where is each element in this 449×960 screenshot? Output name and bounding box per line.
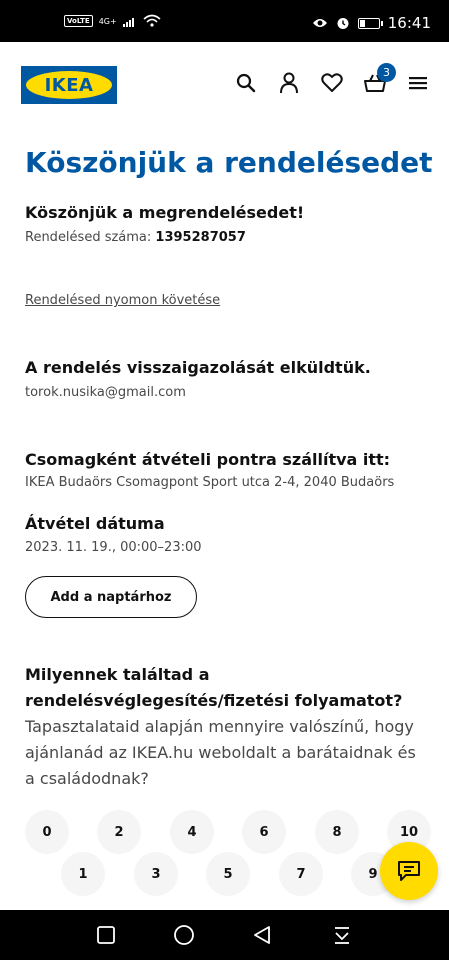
circle-icon	[173, 924, 195, 946]
volte-badge: VoLTE	[64, 15, 93, 27]
pickup-heading: Átvétel dátuma	[25, 514, 165, 533]
square-icon	[97, 926, 115, 944]
delivery-address: IKEA Budaörs Csomagpont Sport utca 2-4, 2040 Budaörs	[25, 475, 395, 490]
basket-icon[interactable]	[364, 66, 390, 94]
survey-desc-line2: ajánlanád az IKEA.hu weboldalt a barátaidnak és	[25, 743, 416, 762]
rating-button-9[interactable]: 9	[351, 852, 395, 896]
rating-button-4[interactable]: 4	[170, 810, 214, 854]
status-bar	[0, 0, 449, 42]
status-right	[312, 14, 431, 32]
survey-question-line1: Milyennek találtad a	[25, 665, 210, 684]
rating-button-7[interactable]: 7	[279, 852, 323, 896]
survey-description	[25, 714, 425, 792]
pickup-date: 2023. 11. 19., 00:00–23:00	[25, 540, 202, 555]
search-icon[interactable]	[235, 72, 257, 94]
add-to-calendar-button[interactable]: Add a naptárhoz	[25, 576, 197, 618]
status-time: 16:41	[387, 14, 431, 32]
nps-rating	[25, 810, 435, 900]
battery-icon	[358, 18, 380, 29]
notification-pull-button[interactable]	[330, 923, 354, 947]
alarm-icon	[336, 16, 350, 30]
rating-button-10[interactable]: 10	[387, 810, 431, 854]
order-number-label: Rendelésed száma:	[25, 230, 152, 245]
order-number: 1395287057	[155, 230, 246, 245]
survey-question-line2: rendelésvéglegesítés/fizetési folyamatot?	[25, 691, 403, 710]
survey-desc-line3: a családodnak?	[25, 769, 149, 788]
signal-icon	[123, 16, 137, 27]
site-header	[0, 42, 449, 128]
triangle-back-icon	[252, 925, 272, 945]
survey-question	[25, 662, 425, 714]
rating-button-2[interactable]: 2	[97, 810, 141, 854]
logo-oval	[26, 71, 112, 99]
header-actions	[235, 66, 429, 94]
heart-icon[interactable]	[321, 72, 343, 94]
rating-button-6[interactable]: 6	[242, 810, 286, 854]
logo-text: IKEA	[44, 74, 94, 96]
order-number-line	[25, 230, 246, 245]
home-button[interactable]	[172, 923, 196, 947]
menu-icon[interactable]	[407, 72, 429, 94]
network-type: 4G+	[98, 16, 117, 26]
back-button[interactable]	[250, 923, 274, 947]
survey-desc-line1: Tapasztalataid alapján mennyire valószínű, hogy	[25, 717, 414, 736]
rating-button-0[interactable]: 0	[25, 810, 69, 854]
rating-button-5[interactable]: 5	[206, 852, 250, 896]
pull-down-icon	[332, 925, 352, 945]
thanks-heading: Köszönjük a megrendelésedet!	[25, 203, 305, 222]
email-heading: A rendelés visszaigazolását elküldtük.	[25, 358, 371, 377]
eye-icon	[312, 17, 328, 29]
rating-button-3[interactable]: 3	[134, 852, 178, 896]
email-address: torok.nusika@gmail.com	[25, 385, 186, 400]
rating-button-8[interactable]: 8	[315, 810, 359, 854]
delivery-heading: Csomagként átvételi pontra szállítva itt:	[25, 450, 391, 469]
wifi-icon	[143, 14, 161, 28]
cart-count-badge: 3	[377, 63, 396, 82]
system-nav-bar	[0, 910, 449, 960]
chat-icon	[397, 860, 421, 882]
status-left	[64, 14, 161, 28]
ikea-logo[interactable]	[21, 66, 117, 104]
track-order-link[interactable]: Rendelésed nyomon követése	[25, 293, 221, 308]
page-title: Köszönjük a rendelésedet	[25, 146, 433, 179]
rating-button-1[interactable]: 1	[61, 852, 105, 896]
chat-button[interactable]	[380, 842, 438, 900]
recent-apps-button[interactable]	[94, 923, 118, 947]
user-icon[interactable]	[278, 72, 300, 94]
